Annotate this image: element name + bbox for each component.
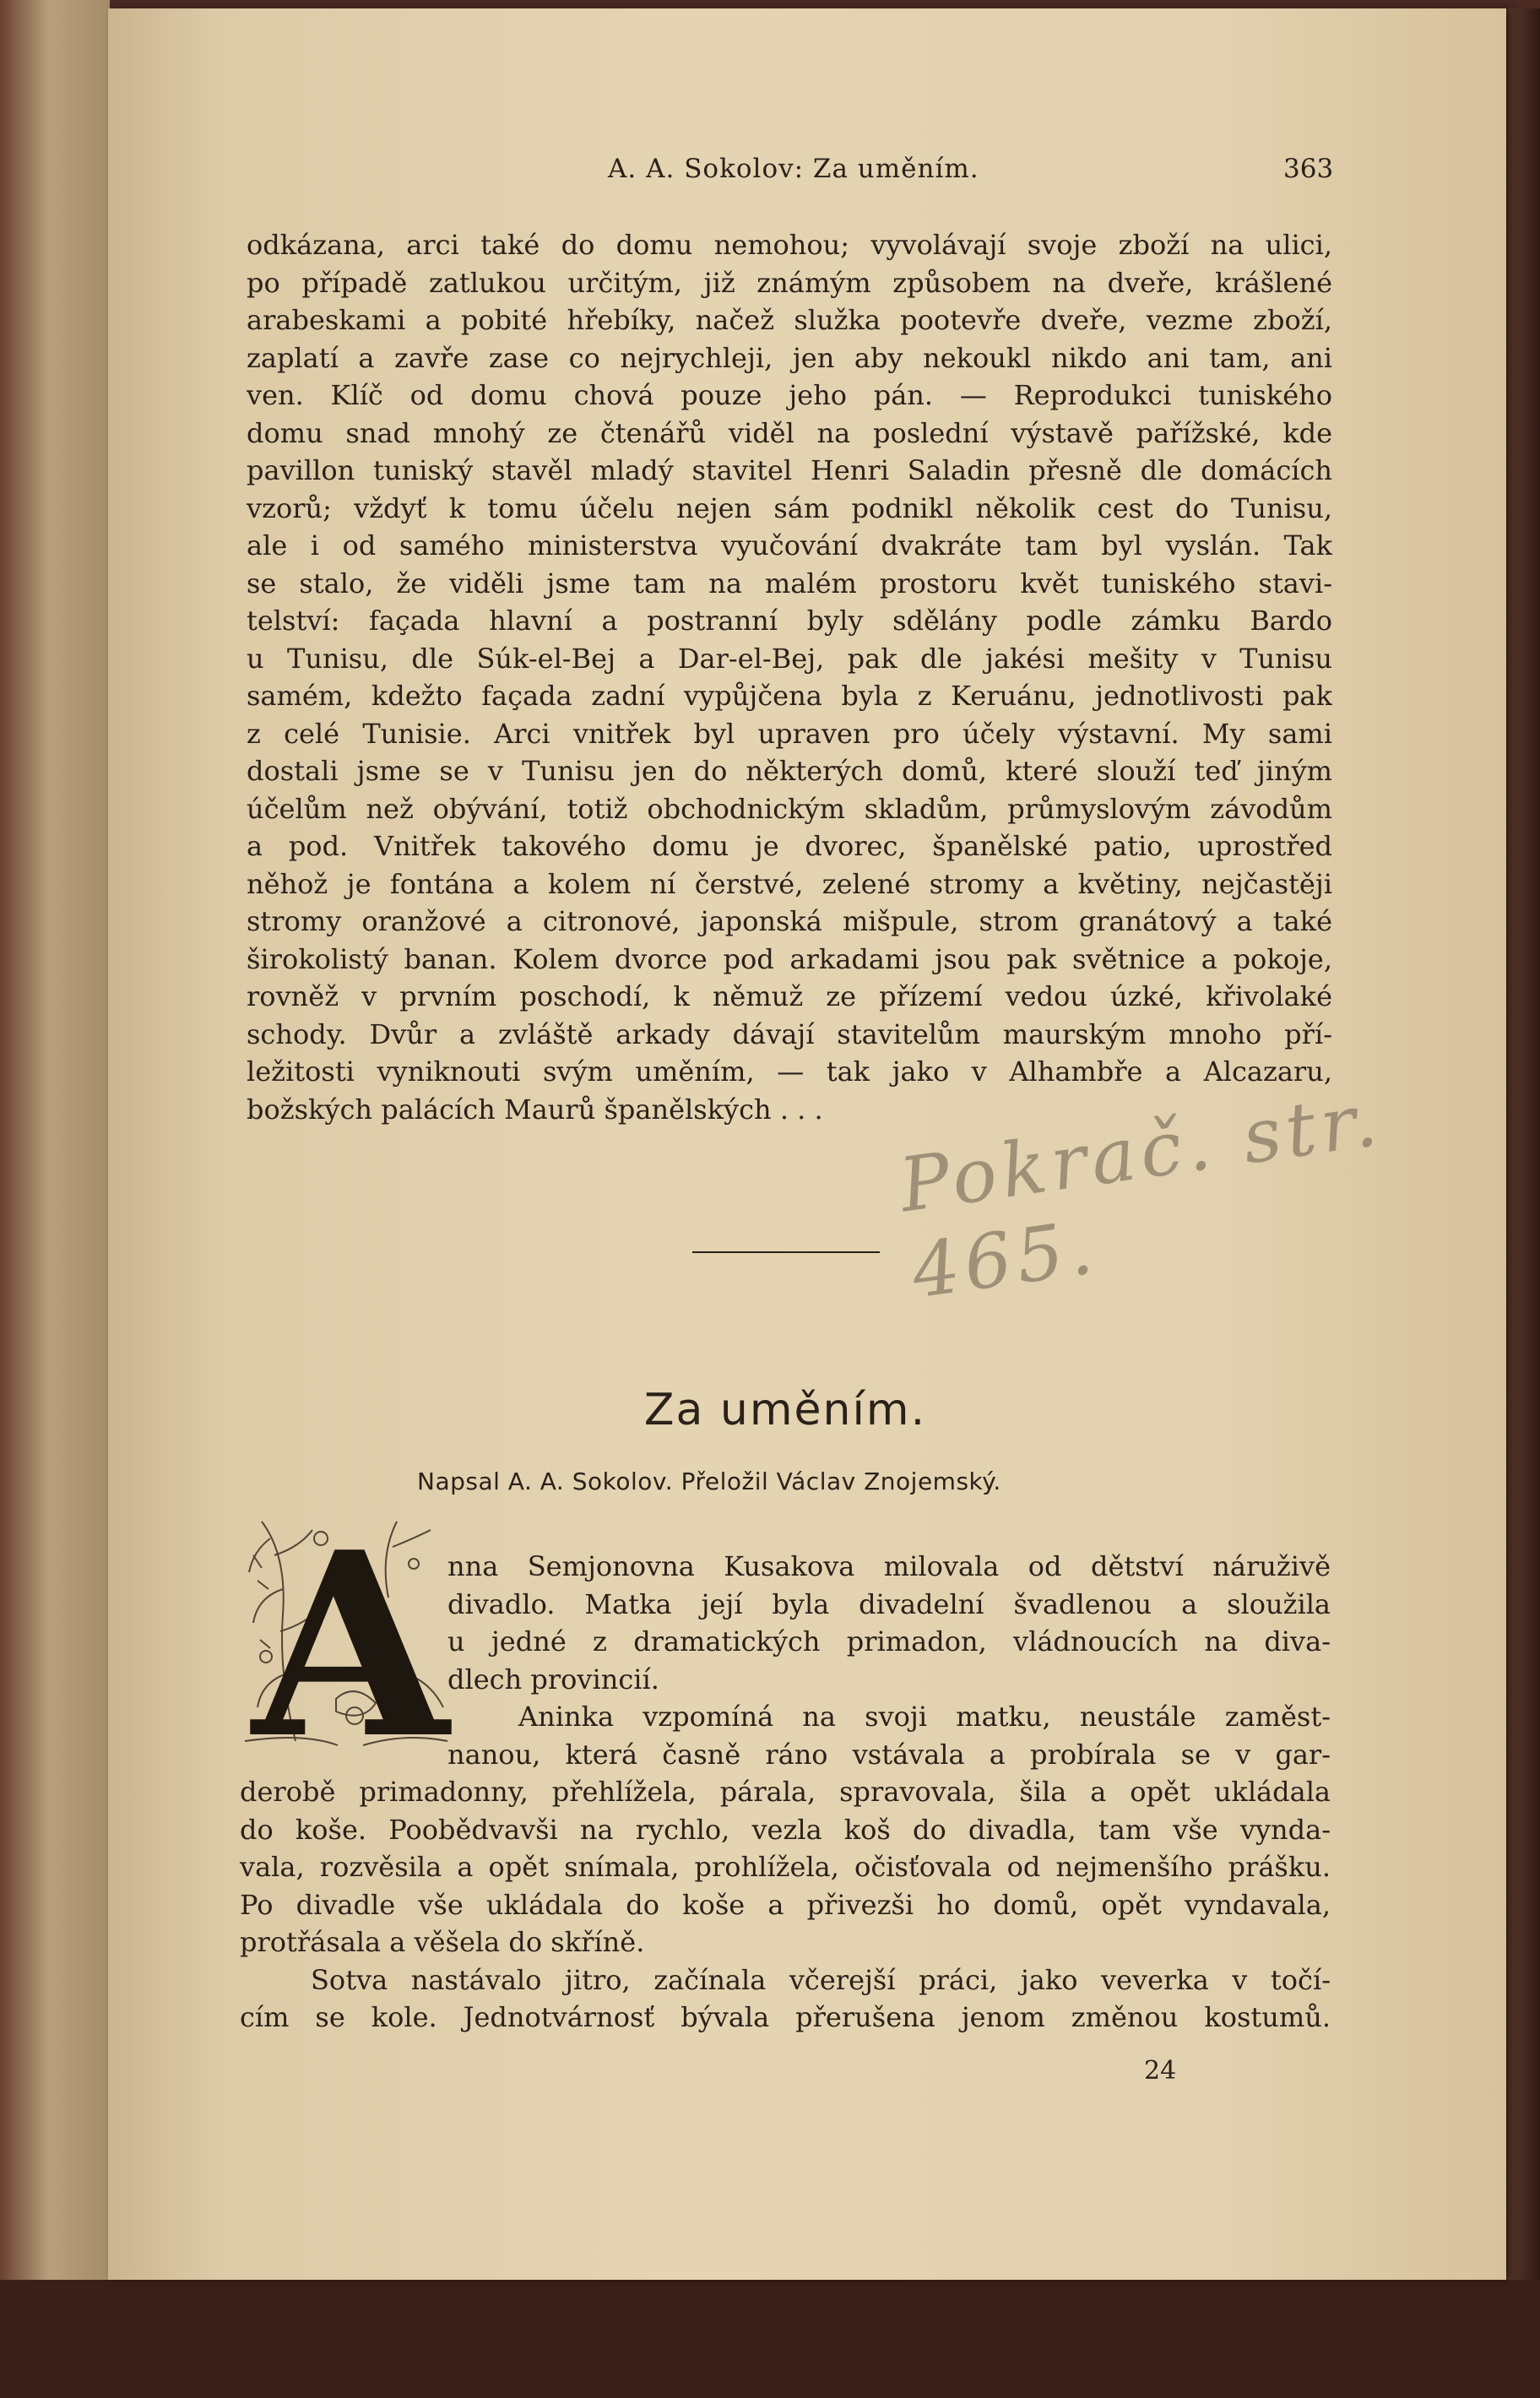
text-line: vala, rozvěsila a opět snímala, prohlížela, očisťovala od nejmenšího prášku. — [240, 1851, 1331, 1883]
text-line: se stalo, že viděli jsme tam na malém prostoru květ tuniského stavi- — [247, 567, 1332, 600]
text-line: derobě primadonny, přehlížela, párala, spravovala, šila a opět ukládala — [240, 1776, 1331, 1808]
text-line: nna Semjonovna Kusakova milovala od dětství náruživě — [447, 1550, 1331, 1582]
text-line: po případě zatlukou určitým, již známým způsobem na dveře, krášlené — [247, 266, 1332, 299]
section-divider-rule — [692, 1251, 880, 1253]
story-opening-lines — [447, 1548, 1331, 1773]
text-line: širokolistý banan. Kolem dvorce pod arkadami jsou pak světnice a pokoje, — [247, 942, 1332, 975]
text-line: nanou, která časně ráno vstávala a probírala se v gar- — [447, 1738, 1331, 1771]
text-line: protřásala a věšela do skříně. — [240, 1926, 645, 1958]
page-number: 363 — [1283, 154, 1334, 184]
text-line: odkázana, arci také do domu nemohou; vyvolávají svoje zboží na ulici, — [247, 229, 1332, 261]
text-line: Aninka vzpomíná na svoji matku, neustále zaměst- — [518, 1701, 1331, 1733]
story-body-text — [240, 1773, 1331, 2037]
initial-letter-glyph: A — [252, 1505, 449, 1755]
text-line: božských palácích Maurů španělských . . . — [247, 1093, 823, 1126]
text-line: stromy oranžové a citronové, japonská mišpule, strom granátový a také — [247, 905, 1332, 937]
text-line: ležitosti vyniknouti svým uměním, — tak jako v Alhambře a Alcazaru, — [247, 1055, 1332, 1088]
text-line: účelům než obývání, totiž obchodnickým skladům, průmyslovým závodům — [247, 792, 1332, 825]
floral-ornament-icon — [236, 1505, 456, 1755]
text-line: u jedné z dramatických primadon, vládnoucích na diva- — [447, 1625, 1331, 1657]
decorated-initial-letter — [236, 1505, 456, 1755]
text-line: Po divadle vše ukládala do koše a přivezši ho domů, opět vyndavala, — [240, 1888, 1331, 1921]
story-title: Za uměním. — [643, 1385, 927, 1435]
text-line: samém, kdežto façada zadní vypůjčena byla z Keruánu, jednotlivosti pak — [247, 680, 1332, 712]
handwritten-pencil-note: Pokrač. str. 465. — [894, 1075, 1387, 1316]
previous-article-text — [247, 226, 1332, 1128]
text-line: cím se kole. Jednotvárnosť bývala přerušena jenom změnou kostumů. — [240, 2001, 1331, 2033]
text-line: ale i od samého ministerstva vyučování dvakráte tam byl vyslán. Tak — [247, 529, 1332, 562]
text-line: divadlo. Matka její byla divadelní švadlenou a sloužila — [447, 1587, 1331, 1620]
text-line: zaplatí a zavře zase co nejrychleji, jen aby nekoukl nikdo ani tam, ani — [247, 341, 1332, 374]
text-line: ven. Klíč od domu chová pouze jeho pán. — Reprodukci tuniského — [247, 379, 1332, 411]
text-line: Sotva nastávalo jitro, začínala včerejší práci, jako veverka v točí- — [311, 1963, 1331, 1996]
text-line: u Tunisu, dle Súk-el-Bej a Dar-el-Bej, pak dle jakési mešity v Tunisu — [247, 642, 1332, 675]
text-line: z celé Tunisie. Arci vnitřek byl upraven pro účely výstavní. My sami — [247, 717, 1332, 750]
text-line: domu snad mnohý ze čtenářů viděl na poslední výstavě pařížské, kde — [247, 416, 1332, 449]
book-spine-shadow — [0, 0, 110, 2398]
book-cover-bottom — [0, 2280, 1540, 2398]
text-line: pavillon tuniský stavěl mladý stavitel Henri Saladin přesně dle domácích — [247, 454, 1332, 486]
text-line: dlech provincií. — [447, 1663, 659, 1695]
signature-mark: 24 — [1144, 2056, 1177, 2086]
text-line: arabeskami a pobité hřebíky, načež služka pootevře dveře, vezme zboží, — [247, 304, 1332, 336]
text-line: telství: façada hlavní a postranní byly sdělány podle zámku Bardo — [247, 605, 1332, 637]
text-line: do koše. Poobědvavši na rychlo, vezla koš do divadla, tam vše vynda- — [240, 1813, 1331, 1846]
text-line: něhož je fontána a kolem ní čerstvé, zelené stromy a květiny, nejčastěji — [247, 867, 1332, 900]
story-byline: Napsal A. A. Sokolov. Přeložil Václav Znojemský. — [417, 1468, 1001, 1495]
text-line: schody. Dvůr a zvláště arkady dávají stavitelům maurským mnoho pří- — [247, 1017, 1332, 1050]
text-line: a pod. Vnitřek takového domu je dvorec, španělské patio, uprostřed — [247, 830, 1332, 862]
running-header: A. A. Sokolov: Za uměním. — [608, 154, 979, 184]
text-line: rovněž v prvním poschodí, k němuž ze přízemí vedou úzké, křivolaké — [247, 980, 1332, 1012]
text-line: dostali jsme se v Tunisu jen do některých domů, které slouží teď jiným — [247, 755, 1332, 787]
text-line: vzorů; vždyť k tomu účelu nejen sám podnikl několik cest do Tunisu, — [247, 491, 1332, 524]
